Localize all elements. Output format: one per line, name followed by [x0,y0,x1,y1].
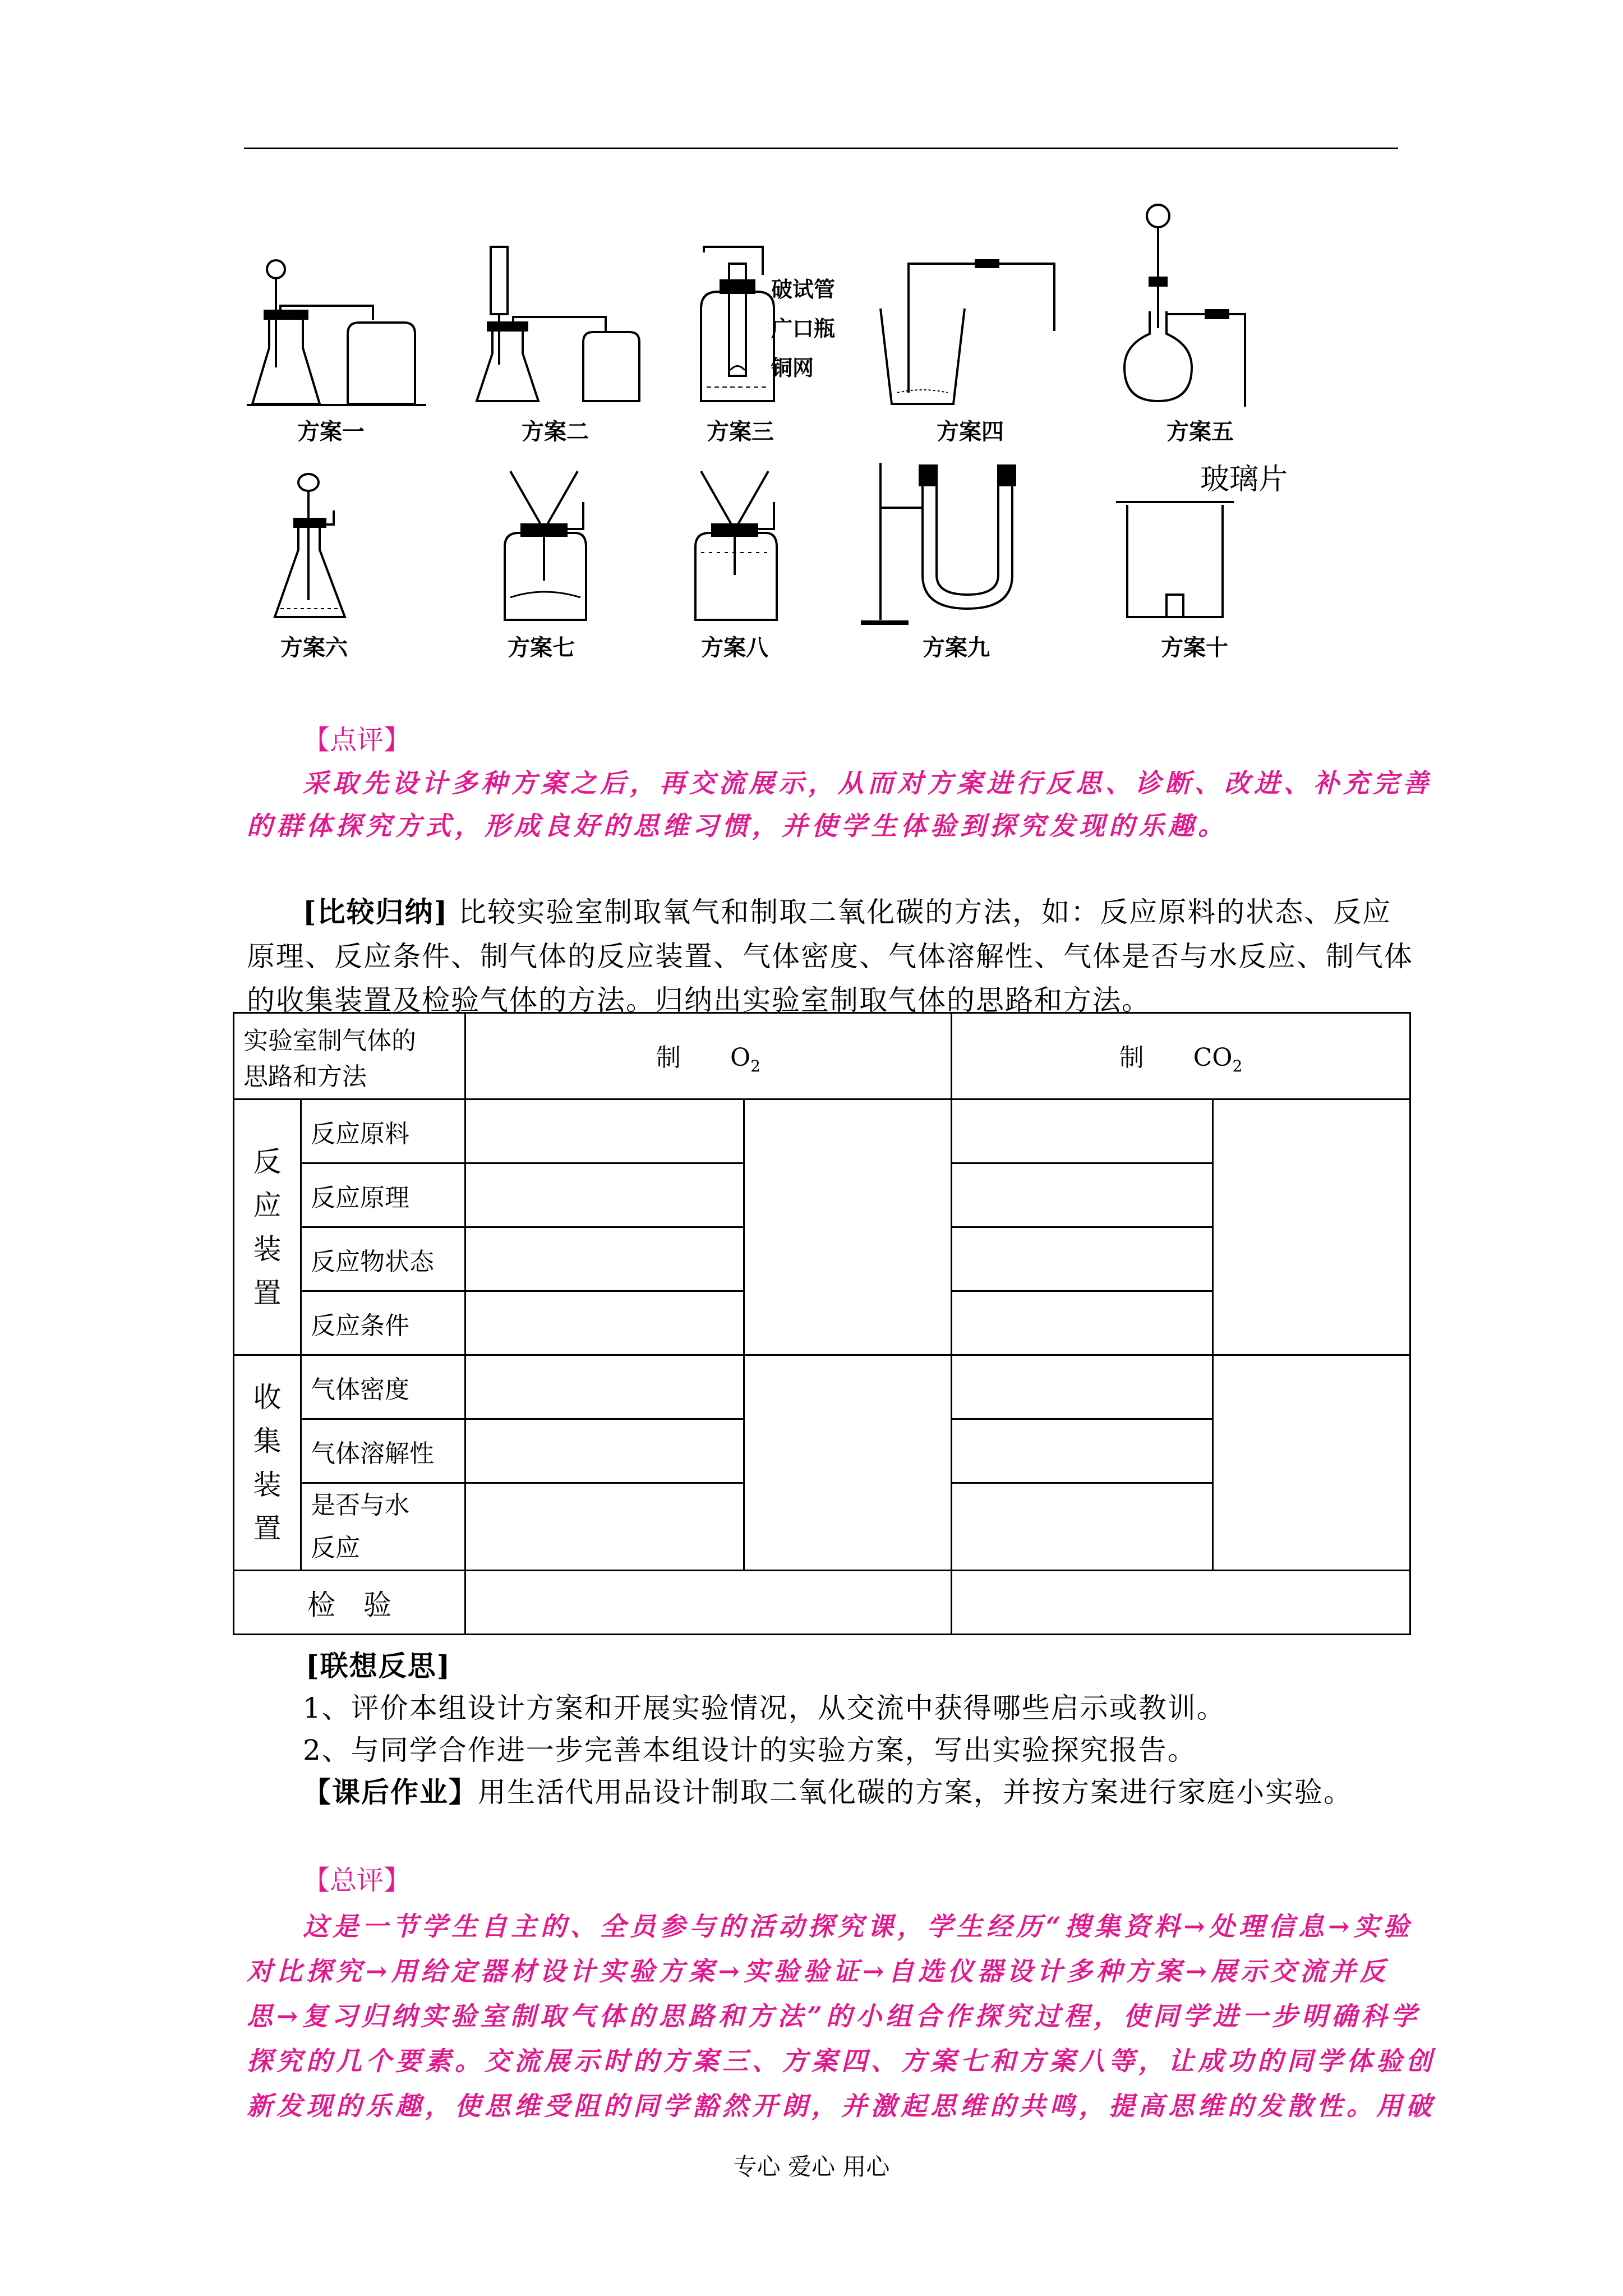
apparatus-6 [269,466,359,623]
cell-o2-inspection[interactable] [465,1571,952,1635]
label-glass-plate: 玻璃片 [1200,463,1288,496]
apparatus-4 [869,247,1060,409]
header-rule [244,148,1398,149]
cell-co2-water-reaction[interactable] [952,1483,1213,1571]
compare-line-1 [303,890,1391,930]
summary-line-4: 探究的几个要素。交流展示时的方案三、方案四、方案七和方案八等，让成功的同学体验创 [247,2046,1436,2076]
apparatus-5-caption: 方案五 [1166,419,1234,445]
compare-heading: [比较归纳] [303,895,449,928]
apparatus-9-caption: 方案九 [923,635,990,661]
summary-line-1: 这是一节学生自主的、全员参与的活动探究课，学生经历“搜集资料→处理信息→实验 [303,1911,1413,1941]
label-wide-bottle: 广口瓶 [771,316,836,341]
row-label-state: 反应物状态 [301,1227,465,1291]
row-label-inspection: 检 验 [234,1571,465,1635]
apparatus-7-caption: 方案七 [508,635,575,661]
cell-o2-reaction-device[interactable] [744,1099,952,1355]
cell-co2-inspection[interactable] [952,1571,1410,1635]
cell-co2-reaction-device[interactable] [1213,1099,1410,1355]
cell-co2-collection-device[interactable] [1213,1355,1410,1571]
comment-heading: 【点评】 [303,724,411,756]
cell-co2-solubility[interactable] [952,1419,1213,1483]
cell-co2-conditions[interactable] [952,1291,1213,1355]
compare-line-2: 原理、反应条件、制气体的反应装置、气体密度、气体溶解性、气体是否与水反应、制气体 [247,940,1413,973]
table-corner: 实验室制气体的 思路和方法 [234,1013,465,1099]
homework-heading: 【课后作业】 [303,1775,478,1809]
compare-text-1: 比较实验室制取氧气和制取二氧化碳的方法，如：反应原料的状态、反应 [458,896,1392,928]
row-label-density: 气体密度 [301,1355,465,1419]
cell-o2-density[interactable] [465,1355,744,1419]
row-label-principle: 反应原理 [301,1163,465,1227]
cell-co2-state[interactable] [952,1227,1213,1291]
cell-o2-reactants[interactable] [465,1099,744,1163]
compare-line-3: 的收集装置及检验气体的方法。归纳出实验室制取气体的思路和方法。 [247,984,1151,1016]
apparatus-8 [690,468,785,623]
apparatus-5 [1116,199,1262,409]
label-copper-mesh: 铜网 [771,356,814,380]
cell-o2-collection-device[interactable] [744,1355,952,1571]
summary-line-5: 新发现的乐趣，使思维受阻的同学豁然开朗，并激起思维的共鸣，提高思维的发散性。用破 [247,2091,1436,2121]
apparatus-10-caption: 方案十 [1161,635,1228,661]
label-test-tube: 破试管 [771,277,836,302]
comment-line-2: 的群体探究方式，形成良好的思维习惯，并使学生体验到探究发现的乐趣。 [247,811,1228,841]
group-reaction-device: 反 应 装 置 [234,1099,301,1355]
apparatus-9 [858,457,1026,625]
cell-o2-solubility[interactable] [465,1419,744,1483]
page-footer: 专心 爱心 用心 [733,2153,890,2180]
apparatus-10 [1110,494,1256,623]
apparatus-1-caption: 方案一 [297,419,365,445]
row-label-reactants: 反应原料 [301,1099,465,1163]
apparatus-3-caption: 方案三 [707,419,774,445]
cell-co2-density[interactable] [952,1355,1213,1419]
apparatus-2 [471,241,656,409]
homework-line [303,1770,1353,1810]
col-header-o2: 制 $O_2$ [465,1013,952,1099]
comment-line-1: 采取先设计多种方案之后，再交流展示，从而对方案进行反思、诊断、改进、补充完善 [303,768,1432,798]
cell-co2-reactants[interactable] [952,1099,1213,1163]
apparatus-6-caption: 方案六 [280,635,348,661]
apparatus-2-caption: 方案二 [522,419,589,445]
row-label-conditions: 反应条件 [301,1291,465,1355]
group-collection-device: 收 集 装 置 [234,1355,301,1571]
summary-line-3: 思→复习归纳实验室制取气体的思路和方法”的小组合作探究过程，使同学进一步明确科学 [247,2001,1421,2031]
row-label-solubility: 气体溶解性 [301,1419,465,1483]
apparatus-8-caption: 方案八 [701,635,768,661]
summary-heading: 【总评】 [303,1865,411,1896]
summary-line-2: 对比探究→用给定器材设计实验方案→实验验证→自选仪器设计多种方案→展示交流并反 [247,1956,1390,1986]
apparatus-7 [499,468,594,623]
reflect-item-1: 1、评价本组设计方案和开展实验情况，从交流中获得哪些启示或教训。 [303,1692,1226,1724]
apparatus-1 [247,252,432,409]
cell-co2-principle[interactable] [952,1163,1213,1227]
reflect-heading: [联想反思] [306,1649,451,1682]
cell-o2-water-reaction[interactable] [465,1483,744,1571]
row-label-water-reaction: 是否与水 反应 [301,1483,465,1571]
col-header-co2: 制 $CO_2$ [952,1013,1410,1099]
cell-o2-state[interactable] [465,1227,744,1291]
cell-o2-conditions[interactable] [465,1291,744,1355]
comparison-table [233,1012,1411,1635]
reflect-item-2: 2、与同学合作进一步完善本组设计的实验方案，写出实验探究报告。 [303,1734,1197,1766]
cell-o2-principle[interactable] [465,1163,744,1227]
homework-text: 用生活代用品设计制取二氧化碳的方案，并按方案进行家庭小实验。 [478,1776,1353,1809]
apparatus-4-caption: 方案四 [937,419,1004,445]
